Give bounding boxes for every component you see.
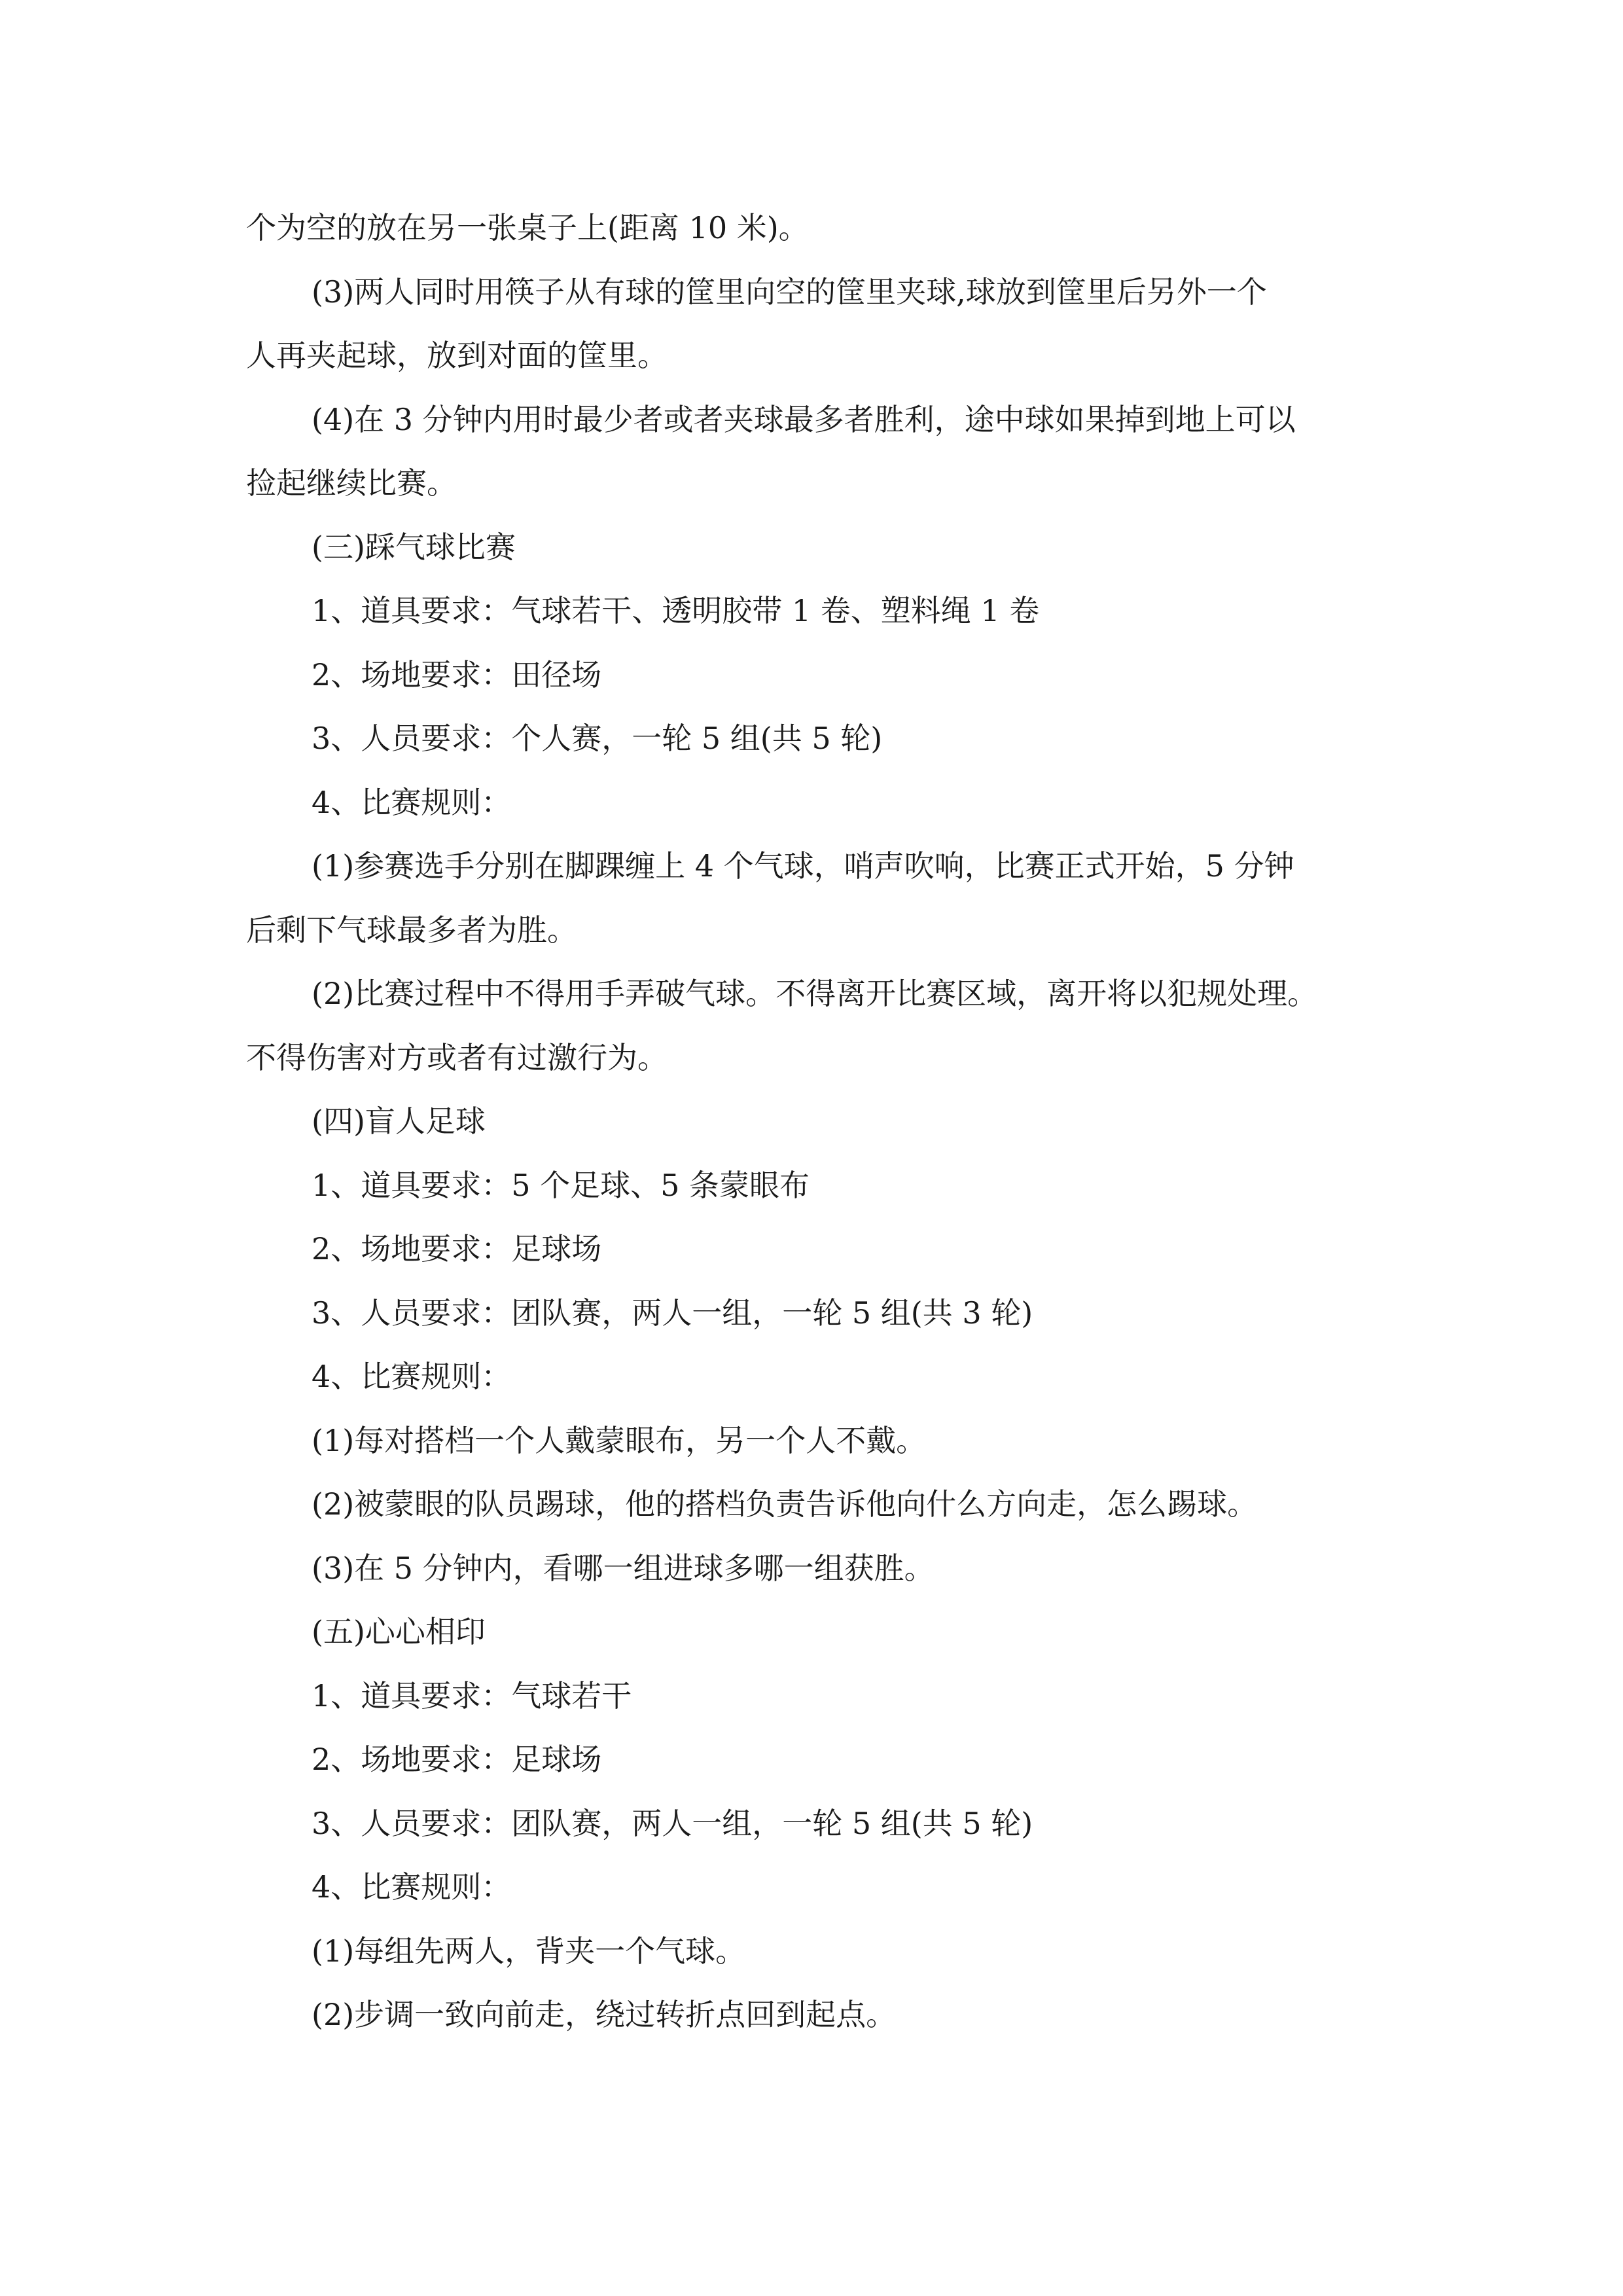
text-line: (1)每对搭档一个人戴蒙眼布，另一个人不戴。 — [312, 1422, 927, 1458]
text-line: 3、人员要求：个人赛，一轮 5 组(共 5 轮) — [312, 721, 883, 756]
text-line: 1、道具要求：气球若干 — [312, 1677, 632, 1713]
text-line: (3)在 5 分钟内，看哪一组进球多哪一组获胜。 — [312, 1550, 935, 1586]
text-line: 4、比赛规则： — [312, 1869, 512, 1905]
text-line: 后剩下气球最多者为胜。 — [246, 912, 577, 948]
text-line: (2)被蒙眼的队员踢球，他的搭档负责告诉他向什么方向走，怎么踢球。 — [312, 1486, 1258, 1522]
text-line: (1)参赛选手分别在脚踝缠上 4 个气球，哨声吹响，比赛正式开始，5 分钟 — [312, 848, 1294, 884]
text-line: 人再夹起球，放到对面的筐里。 — [246, 338, 668, 373]
text-line: (2)步调一致向前走，绕过转折点回到起点。 — [312, 1997, 897, 2032]
text-line: 4、比赛规则： — [312, 1359, 512, 1394]
text-line: 不得伤害对方或者有过激行为。 — [246, 1039, 668, 1075]
text-line: 1、道具要求：5 个足球、5 条蒙眼布 — [312, 1167, 810, 1203]
text-line: 个为空的放在另一张桌子上(距离 10 米)。 — [246, 210, 809, 245]
text-line: (四)盲人足球 — [312, 1103, 486, 1139]
text-line: (4)在 3 分钟内用时最少者或者夹球最多者胜利，途中球如果掉到地上可以 — [312, 401, 1296, 437]
text-line: 2、场地要求：足球场 — [312, 1742, 602, 1777]
text-line: 4、比赛规则： — [312, 784, 512, 820]
text-line: (三)踩气球比赛 — [312, 529, 516, 565]
text-line: 1、道具要求：气球若干、透明胶带 1 卷、塑料绳 1 卷 — [312, 593, 1040, 628]
text-line: 3、人员要求：团队赛，两人一组，一轮 5 组(共 5 轮) — [312, 1805, 1033, 1841]
text-line: 2、场地要求：足球场 — [312, 1231, 602, 1266]
text-line: 2、场地要求：田径场 — [312, 656, 602, 692]
text-line: (五)心心相印 — [312, 1614, 486, 1649]
text-line: 捡起继续比赛。 — [246, 465, 457, 501]
text-line: (1)每组先两人，背夹一个气球。 — [312, 1933, 746, 1969]
text-line: (3)两人同时用筷子从有球的筐里向空的筐里夹球,球放到筐里后另外一个 — [312, 274, 1267, 310]
document-body — [246, 196, 1385, 2047]
text-line: (2)比赛过程中不得用手弄破气球。不得离开比赛区域，离开将以犯规处理。 — [312, 976, 1318, 1011]
text-line: 3、人员要求：团队赛，两人一组，一轮 5 组(共 3 轮) — [312, 1295, 1033, 1331]
